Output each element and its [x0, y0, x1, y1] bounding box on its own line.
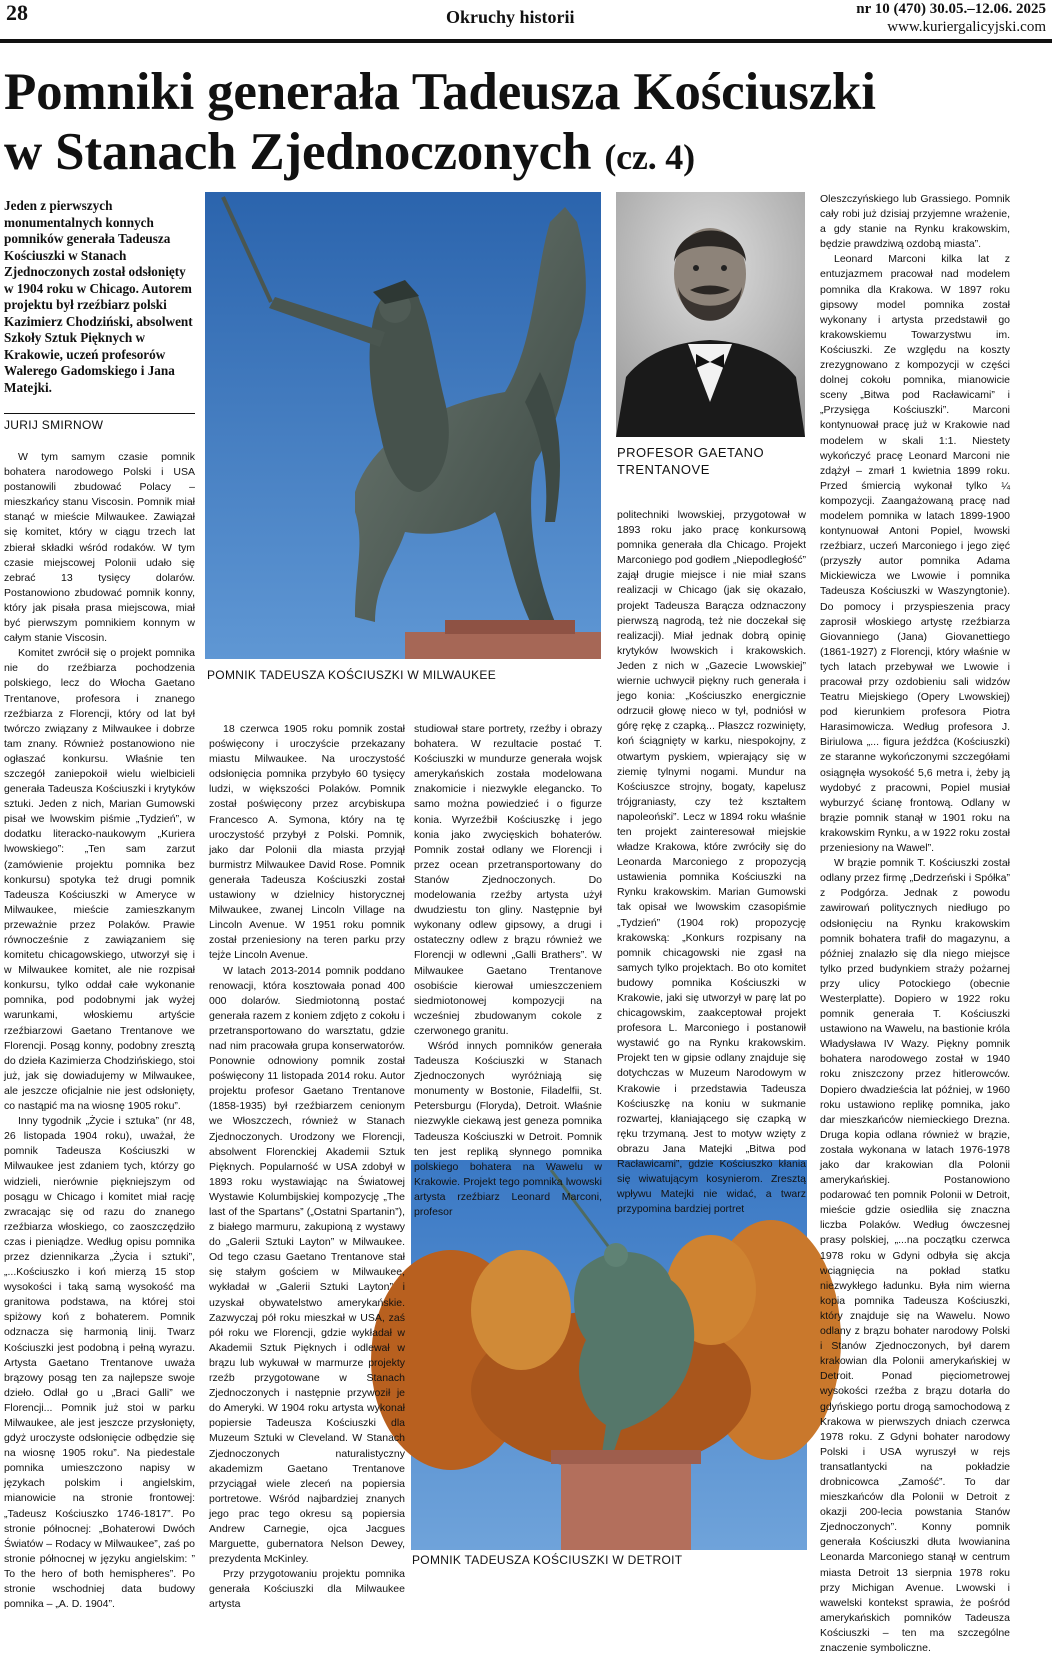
col5-paragraph-1: Oleszczyńskiego lub Grassiego. Pomnik cały robi już dzisiaj przyjemne wrażenie, a gdy stanie na Rynku krakowskim, będzie prawdziwą ozdobą miasta”.	[820, 193, 1010, 251]
website-url[interactable]: www.kuriergalicyjski.com	[887, 19, 1046, 35]
author-byline: JURIJ SMIRNOW	[4, 418, 104, 432]
title-line-2: w Stanach Zjednoczonych	[4, 123, 592, 181]
header-divider	[0, 39, 1052, 43]
col3-paragraph-1: studiował stare portrety, rzeźby i obrazy bohatera. W rezultacie postać T. Kościuszki w mundurze generała wojsk amerykańskich została modelowana znakomicie i niezwykle elegancko. To samo można powiedzieć i o figurze konia. Wyrzeźbił Kościuszkę i jego konia jako zwycięskich bohaterów. Pomnik został odlany we Florencji i przez ocean przetransportowany do Stanów Zjednoczonych. Do modelowania rzeźby artysta użył dwudziestu ton gliny. Następnie był wykonany odlew gipsowy, a drugi i ostateczny odlew z brązu również we Florencji w odlewni „Galli Brathers”. W Milwaukee Gaetano Trentanove osobiście kierował umieszczeniem siedmiotonowej kompozycji na wcześniej zbudowanym cokole z czerwonego granitu.	[414, 723, 602, 1037]
section-title: Okruchy historii	[446, 7, 575, 27]
caption-detroit: POMNIK TADEUSZA KOŚCIUSZKI W DETROIT	[412, 1553, 683, 1567]
col1-paragraph-1: W tym samym czasie pomnik bohatera narodowego Polski i USA postanowili zbudować Polacy – mieszkańcy stanu Viscosin. Pomnik miał stanąć w mieście Milwaukee. Zawiązał się komitet, który w ciągu trzech lat zbierał składki wśród rodaków. W tym czasie miejscowej Polonii udało się zebrać 13 tysięcy dolarów. Postanowiono zbudować pomnik konny, który jak pisała prasa miejscowa, miał być pierwszym pomnikiem konnym w całym stanie Viscosin.	[4, 451, 195, 645]
col1-paragraph-3: Inny tygodnik „Życie i sztuka” (nr 48, 26 listopada 1904 roku), uważał, że pomnik Tadeusza Kościuszki w Milwaukee jest zdaniem tych, którzy go widzieli, nierównie piękniejszym od posągu w Chicago i komitet miał rację zwracając się od razu do znanego rzeźbiarza włoskiego, co zaoszczędziło czas i pieniądze. Według opisu pomnika przez dziennikarza „Życia i sztuki”, „...Kościuszko i koń mierzą 15 stop wysokości i taką samą wysokość ma granitowa podstawa, na której stoi spiżowy koń z bohaterem. Pomnik odznacza się harmonią linij. Twarz Kościuszki jest podobną i pełną wyrazu. Artysta Gaetano Trentanove uważa brązowy posąg ten za najlepsze swoje dzieło. Odlał go u „Braci Galli” we Florencji... Pomnik już stoi w parku Milwaukee, ale jest jeszcze przysłonięty, gdyż uroczyste odsłonięcie odbędzie się na wiosnę 1905 roku”. Na piedestale pomnika umieszczono napisy w językach polskim i angielskim, mianowicie na stronie frontowej: „Tadeusz Kościuszko 1746-1817”. Po stronie północnej: „Bohaterowi Dwóch Światów – Rodacy w Milwaukee”, zaś po stronie północnej w języku angielskim: ” To the hero of both hemispheres”. Po stronie wschodniej data budowy pomnika – „A. D. 1904”.	[4, 1115, 195, 1611]
page-number: 28	[6, 0, 28, 25]
col4-paragraph-1: politechniki lwowskiej, przygotował w 1893 roku jako pracę konkursową pomnika generała dla Chicago. Projekt Marconiego pod godłem „Niepodległość” zajął drugie miejsce i nie miał szans realizacji w Chicago (jak się okazało, projekt Tadeusza Barącza odznaczony pierwszą nagrodą, też nie doczekał się realizacji). Miał jednak dobrą opinię krytyków lwowskich i krakowskich. Jeden z nich w „Gazecie Lwowskiej” wiernie uchwycił piękny ruch generała i jego konia: „Kościuszko energicznie odrzucił głowę nieco w tył, podniósł w górę rękę z czapką... Płaszcz rozwinięty, koń ściągnięty w karku, niespokojny, z otwartym pyskiem, wpierający się w ziemię tylnymi nogami. Mundur na Kościuszce strojny, bogaty, kapelusz trójgraniasty, czy też kształtem napoleoński”. Lecz w 1894 roku właśnie ten projekt zainteresował miejskie władze Krakowa, które zwróciły się do Leonarda Marconiego z propozycją ustawienia pomnika Kościuszki na Rynku krakowskim. Marian Gumowski tak opisał we lwowskim czasopiśmie „Tydzień” (1904 rok) propozycję krakowską: „Konkurs rozpisany na pomnik chicagowski nie zgasł na samych tylko projektach. Bo oto komitet budowy pomnika Kościuszki w Krakowie, jaki się utworzył w parę lat po chicagowskim, zaakceptował projekt profesora L. Marconiego i postanowił wystawić go na Rynku krakowskim. Projekt ten w gipsie odlany znajduje się dotychczas w Muzeum Narodowym w Krakowie i przedstawia Tadeusza Kościuszkę na koniu w sukmanie rozwartej, kłaniającego się czapką w ręku trzymaną. Jest to motyw wzięty z obrazu Jana Matejki „Bitwa pod Racławicami”, gdzie Kościuszko kłania się wiwatującym kosynierom. Zresztą wpływu Matejki nie widać, a twarz przypomina bardziej portret	[617, 509, 806, 1216]
trentanove-portrait-photo	[616, 192, 805, 437]
trentanove-portrait-image	[616, 192, 805, 437]
col2-paragraph-3: Przy przygotowaniu projektu pomnika generała Kościuszki dla Milwaukee artysta	[209, 1568, 405, 1611]
col5-paragraph-2: Leonard Marconi kilka lat z entuzjazmem pracował nad modelem pomnika dla Krakowa. W 1897 roku gipsowy model pomnika został wykonany i artysta przedstawił go krakowskiemu Towarzystwu im. Kościuszki. Ze względu na koszty zrezygnowano z kompozycji w części dolnej cokołu pomnika, mianowicie sceny „Bitwa pod Racławicami” i „Przysięga Kościuszki”. Marconi kontynuował pracę już w Krakowie nad modelem w skali 1:1. Niestety wykończyć pracę Leonard Marconi nie zdążył – zmarł 1 kwietnia 1899 roku. Przed śmiercią wykonał tylko ¼ kompozycji. Zaangażowaną pracę nad modelem pomnika w latach 1899-1900 kontynuował Antoni Popiel, lwowski rzeźbiarz, uczeń Marconiego i jego zięć (przyszły autor pomnika Adama Mickiewicza we Lwowie i pomnika Tadeusza Kościuszki w Waszyngtonie). Do pomocy i przyspieszenia pracy zaprosił włoskiego artystę rzeźbiarza Giovanniego (Jana) Giovanettiego (1861-1927) z Florencji, który właśnie w tych latach przebywał we Lwowie i pracował przy ozdobieniu sali widzów Teatru Miejskiego (Opery Lwowskiej) pod kierunkiem profesora Piotra Harasimowicza. Według profesora J. Biriulowa „... figura jeźdźca (Kościuszki) ze staranne wykończonymi szczegółami osiągnęła wysokość 5,6 metra i, żeby ją wydobyć z pracowni, Popiel musiał wyburzyć ścianę frontową. Odlany w brązie pomnik stanął w 1901 roku na krakowskim Rynku, a w 1922 roku został przeniesiony na Wawel”.	[820, 253, 1010, 855]
col2-paragraph-1: 18 czerwca 1905 roku pomnik został poświęcony i uroczyście przekazany miastu Milwaukee. Na uroczystość odsłonięcia pomnika przybyło 60 tysięcy ludzi, w większości Polaków. Pomnik został poświęcony przez arcybiskupa Francesco A. Symona, który na tę uroczystość przybył z Polski. Pomnik, jako dar Polonii dla miasta przyjął burmistrz Milwaukee David Rose. Pomnik generała Tadeusza Kościuszki został ustawiony w dzielnicy historycznej Milwaukee, zwanej Lincoln Village na Lincoln Avenue. W 1951 roku pomnik został przeniesiony na teren parku przy tejże Lincoln Avenue.	[209, 723, 405, 962]
col3-paragraph-2: Wśród innych pomników generała Tadeusza Kościuszki w Stanach Zjednoczonych wyróżniają się monumenty w Bostonie, Filadelfii, St. Petersburgu (Floryda), Detroit. Właśnie niezwykle ciekawą jest geneza pomnika Tadeusza Kościuszki w Detroit. Pomnik ten jest repliką słynnego pomnika polskiego bohatera na Wawelu w Krakowie. Projekt tego pomnika lwowski artysta rzeźbiarz Leonard Marconi, profesor	[414, 1039, 602, 1218]
col2-paragraph-2: W latach 2013-2014 pomnik poddano renowacji, która kosztowała ponad 400 000 dolarów. Siedmiotonną postać generała razem z koniem zdjęto z cokołu i przetransportowano do warsztatu, gdzie nad nim pracowała grupa konserwatorów. Ponownie odnowiony pomnik został poświęcony 11 listopada 2014 roku. Autor projektu profesor Gaetano Trentanove (1858-1935) był rzeźbiarzem cenionym we Włoszczech, również w Stanach Zjednoczonych. Urodzony we Florencji, absolwent Florenckiej Akademii Sztuk Pięknych. Popularność w USA zdobył w 1893 roku wystawiając na Światowej Wystawie Kolumbijskiej kompozycję „The last of the Spartans” („Ostatni Spartanin”), z białego marmuru, zakupioną z wystawy do „Galerii Sztuki Layton” w Milwaukee. Od tego czasu Gaetano Trentanove stał się stałym gościem w Milwaukee, wykładał w „Galerii Sztuki Layton” i uzyskał obywatelstwo amerykańskie. Zazwyczaj pół roku mieszkał w USA, zaś pół roku we Florencji, gdzie wykładał w Akademii Sztuk Pięknych i odlewał w brązu lub wykuwał w marmurze projekty rzeźb przygotowane w Stanach Zjednoczonych i następnie przywoził je do Ameryki. W 1904 roku artysta wykonał popiersie Tadeusza Kościuszki dla Muzeum Sztuki w Cleveland. W Stanach Zjednoczonych naturalistyczny akademizm Gaetano Trentanove przyciągał wiele zleceń na popiersia portretowe. Wśród najbardziej znanych jego prac tego okresu są popiersia Andrew Carnegie, ojca Jacgues Marguette, gubernatora Nelson Dewey, prezydenta McKinley.	[209, 964, 405, 1566]
article-column-5	[820, 192, 1010, 1654]
lead-divider	[4, 413, 195, 414]
col1-paragraph-2: Komitet zwrócił się o projekt pomnika nie do rzeźbiarza pochodzenia polskiego, lecz do Włocha Gaetano Trentanove, profesora i znanego rzeźbiarza z Florencji, który od lat był twórczo związany z Milwaukee i dobrze tam znany. Również postanowiono nie ogłaszać konkursu. Właśnie ten szczegół zaniepokoił wielu wielbicieli generała Tadeusza Kościuszki i krytyków sztuki. Jeden z nich, Marian Gumowski pisał we lwowskim piśmie „Tydzień”, w dodatku literacko-naukowym „Kuriera lwowskiego”: „Ten sam zarzut (zamówienie projektu pomnika bez konkursu) spotyka też drugi pomnik Tadeusza Kościuszki w Ameryce w Milwaukee, mieście zamieszkanym przeważnie przez Polaków. Prawie równocześnie z zawiązaniem się komitetu chicagowskiego, utworzył się i w Milwaukee komitet, ale nie rozpisał konkursu, tylko oddał całe wykonanie pomnika, pod podobnymi jak wyżej warunkami, włoskiemu artyście rzeźbiarzowi Gaetano Trentanove we Florencji. Posąg konny, podobny zresztą do dzieła Kazimierza Chodzińskiego, stoi już, jak się dowiadujemy w Milwaukee, ale jeszcze oficjalnie nie jest odsłonięty, co nastąpić ma na wiosnę 1905 roku”.	[4, 647, 195, 1113]
caption-milwaukee: POMNIK TADEUSZA KOŚCIUSZKI W MILWAUKEE	[207, 668, 496, 682]
article-lead: Jeden z pierwszych monumentalnych konnych pomników generała Tadeusza Kościuszki w Stanach Zjednoczonych został odsłonięty w 1904 roku w Chicago. Autorem projektu był rzeźbiarz polski Kazimierz Chodziński, absolwent Szkoły Sztuk Pięknych w Krakowie, uczeń profesorów Walerego Gadomskiego i Jana Matejki.	[4, 198, 193, 395]
article-column-1	[4, 450, 195, 1630]
title-line-1: Pomniki generała Tadeusza Kościuszki	[4, 63, 876, 121]
milwaukee-monument-photo	[205, 192, 601, 659]
title-part: (cz. 4)	[604, 137, 695, 177]
issue-info: nr 10 (470) 30.05.–12.06. 2025	[856, 1, 1046, 17]
col5-paragraph-3: W brązie pomnik T. Kościuszki został odlany przez firmę „Dedrzeński i Spółka” z Podgórza. Jednak z powodu zawirowań politycznych niedługo po odsłonięciu na Rynku krakowskim pomnik bohatera trafił do magazynu, a później znalazło się dla niego miejsce tylko przed budynkiem straży pożarnej przy ulicy Potockiego (obecnie Westerplatte). Dopiero w 1922 roku pomnik generała T. Kościuszki ustawiono na Wawelu, na bastionie króla Władysława IV Wazy. Piękny pomnik bohatera narodowego został w 1940 roku zniszczony przez hitlerowców. Dopiero dwadzieścia lat później, w 1960 roku ustawiono replikę pomnika, jako dar mieszkańców niemieckiego Drezna. Druga kopia odlana również w brązie, została wykonana w latach 1976-1978 jako dar krakowian dla Polonii amerykańskiej. Postanowiono podarować ten pomnik Polonii w Detroit, mieście gdzie osiedliła się znaczna liczba Polaków. Według ówczesnej prasy polskiej, „...na początku czerwca 1978 roku w Gdyni odbyła się akcja wciągnięcia na pokład statku niezwykłego ładunku. Była nim wierna kopia pomnika Tadeusza Kościuszki, który znajduje się na Wawelu. Nowo odlany z brązu bohater narodowy Polski i Stanów Zjednoczonych, był darem krakowian dla Polonii amerykańskiej w Detroit. Ponad pięciometrowej wysokości rzeźba z brązu dotarła do gdyńskiego portu drogą samochodową z Krakowa w pierwszych dniach czerwca 1978 roku. Z Gdyni bohater narodowy Polski i USA wyruszył w rejs transatlantycki na pokładzie drobnicowca „Zamość”. To dar mieszkańców dla Polonii w Detroit z okazji 200-lecia powstania Stanów Zjednoczonych”. Konny pomnik generała Kościuszki dłuta lwowianina Leonarda Marconiego stanął w centrum miasta Detroit 13 sierpnia 1978 roku przy Michigan Avenue. Lwowski i wawelski kontekst sprawia, że pośród amerykańskich pomników Tadeusza Kościuszki – ten ma szczególne znaczenie symboliczne.	[820, 857, 1010, 1654]
milwaukee-monument-image	[205, 192, 601, 659]
article-column-3	[414, 722, 602, 1218]
article-column-2	[209, 722, 405, 1630]
caption-trentanove: PROFESOR GAETANO TRENTANOVE	[617, 445, 765, 477]
article-title	[4, 62, 1044, 187]
article-column-4	[617, 508, 806, 1216]
